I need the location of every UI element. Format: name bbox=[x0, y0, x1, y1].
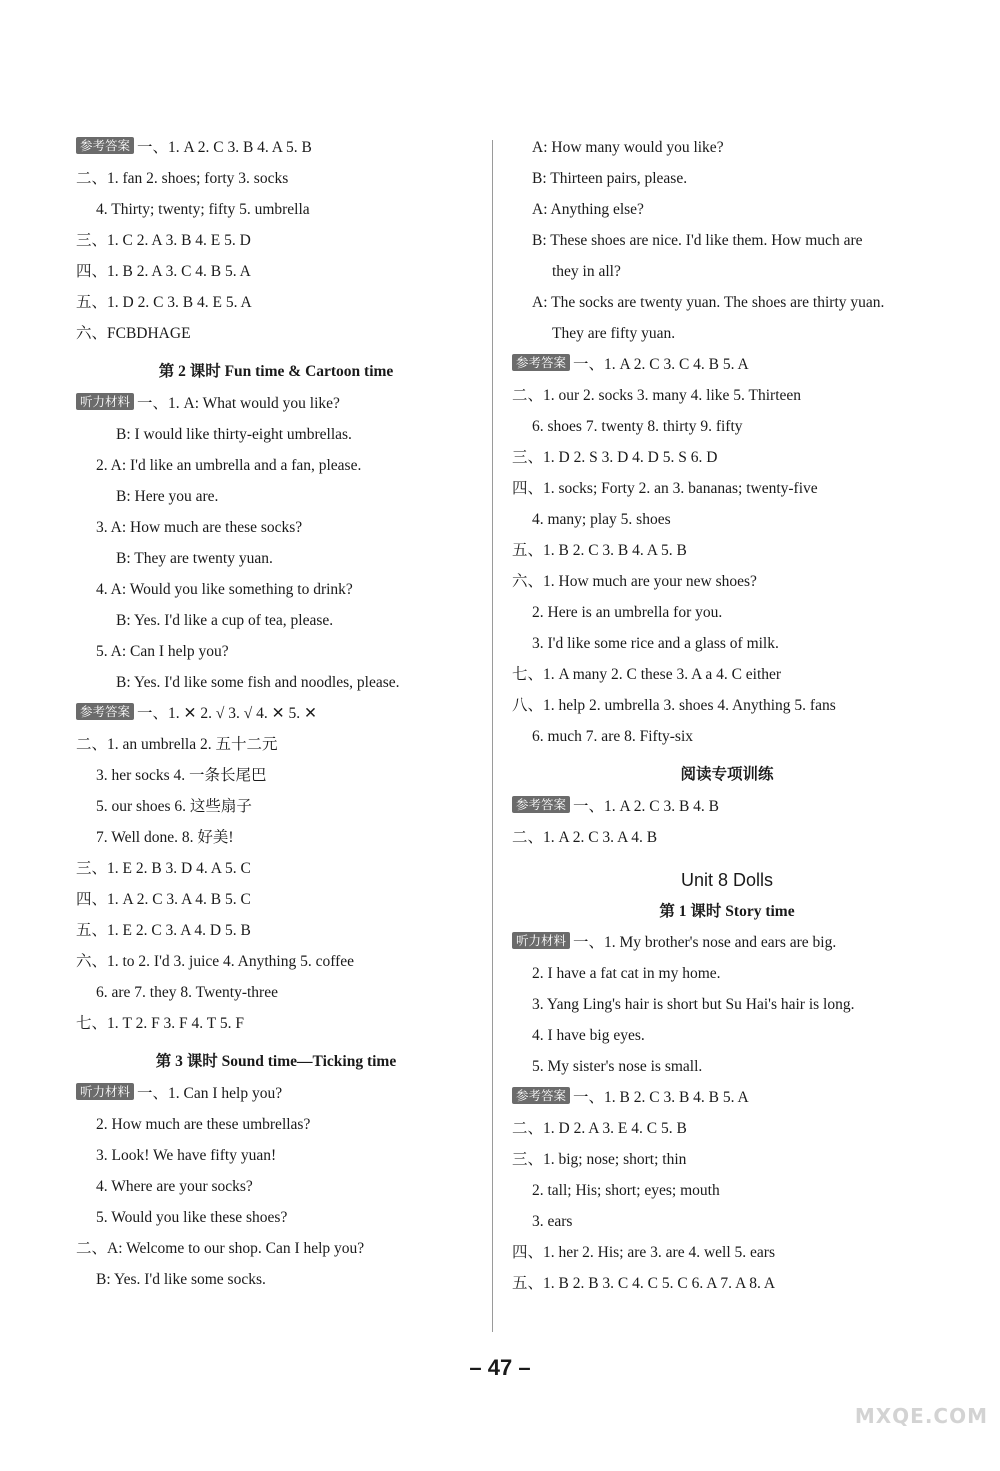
answer-line: 6. much 7. are 8. Fifty-six bbox=[532, 728, 694, 745]
answer-line: 二、1. D 2. A 3. E 4. C 5. B bbox=[512, 1120, 687, 1137]
listening-line: 5. Would you like these shoes? bbox=[96, 1209, 288, 1226]
listening-line: B: Yes. I'd like some fish and noodles, please. bbox=[116, 674, 400, 691]
listening-line: 4. A: Would you like something to drink? bbox=[96, 581, 353, 598]
left-column bbox=[76, 132, 476, 1295]
answer-line: 四、1. her 2. His; are 3. are 4. well 5. ears bbox=[512, 1244, 775, 1261]
answer-line: 三、1. big; nose; short; thin bbox=[512, 1151, 687, 1168]
unit-title: Unit 8 Dolls bbox=[680, 870, 774, 890]
answer-line: 六、FCBDHAGE bbox=[76, 325, 191, 342]
answer-key-tag: 参考答案 bbox=[76, 137, 134, 154]
listening-line: 听力材料 一、1. Can I help you? bbox=[76, 1078, 476, 1109]
answer-line: 六、1. to 2. I'd 3. juice 4. Anything 5. coffee bbox=[76, 953, 355, 970]
answer-line: 二、1. an umbrella 2. 五十二元 bbox=[76, 736, 278, 753]
listening-line: 5. A: Can I help you? bbox=[96, 643, 229, 660]
listening-line: B: I would like thirty-eight umbrellas. bbox=[116, 426, 352, 443]
dialogue-line: A: Anything else? bbox=[532, 201, 644, 218]
answer-line: 2. tall; His; short; eyes; mouth bbox=[532, 1182, 720, 1199]
answer-line: 五、1. E 2. C 3. A 4. D 5. B bbox=[76, 922, 251, 939]
answer-line: 六、1. How much are your new shoes? bbox=[512, 573, 757, 590]
answer-key-tag: 参考答案 bbox=[512, 354, 570, 371]
listening-line: 听力材料 一、1. A: What would you like? bbox=[76, 388, 476, 419]
answer-line: 二、1. fan 2. shoes; forty 3. socks bbox=[76, 170, 289, 187]
answer-line: 5. our shoes 6. 这些扇子 bbox=[96, 798, 252, 815]
answer-line: 八、1. help 2. umbrella 3. shoes 4. Anything 5. fans bbox=[512, 697, 836, 714]
listening-line: 4. Where are your socks? bbox=[96, 1178, 253, 1195]
listening-line: 2. A: I'd like an umbrella and a fan, please. bbox=[96, 457, 362, 474]
lesson-heading: 第 3 课时 Sound time—Ticking time bbox=[155, 1053, 397, 1070]
dialogue-line: B: These shoes are nice. I'd like them. How much are bbox=[532, 232, 863, 249]
answer-line: 五、1. B 2. B 3. C 4. C 5. C 6. A 7. A 8. A bbox=[512, 1275, 776, 1292]
answer-line: 三、1. E 2. B 3. D 4. A 5. C bbox=[76, 860, 251, 877]
lesson-heading: 第 1 课时 Story time bbox=[659, 903, 795, 920]
answer-line: 6. are 7. they 8. Twenty-three bbox=[96, 984, 278, 1001]
page-number: – 47 – bbox=[469, 1355, 531, 1380]
answer-line: 七、1. T 2. F 3. F 4. T 5. F bbox=[76, 1015, 244, 1032]
listening-line: B: Here you are. bbox=[116, 488, 219, 505]
listening-line: B: They are twenty yuan. bbox=[116, 550, 273, 567]
answer-line: 2. Here is an umbrella for you. bbox=[532, 604, 723, 621]
listening-line: 5. My sister's nose is small. bbox=[532, 1058, 703, 1075]
answer-line: 3. ears bbox=[532, 1213, 573, 1230]
answer-key-tag: 参考答案 bbox=[76, 703, 134, 720]
answer-line: 四、1. socks; Forty 2. an 3. bananas; twenty-five bbox=[512, 480, 818, 497]
answer-line: 参考答案 一、1. B 2. C 3. B 4. B 5. A bbox=[512, 1082, 942, 1113]
answer-line: 三、1. C 2. A 3. B 4. E 5. D bbox=[76, 232, 251, 249]
column-divider bbox=[492, 140, 493, 1332]
listening-line: 4. I have big eyes. bbox=[532, 1027, 645, 1044]
dialogue-line: A: How many would you like? bbox=[532, 139, 724, 156]
listening-line: 3. Look! We have fifty yuan! bbox=[96, 1147, 277, 1164]
listening-line: B: Yes. I'd like some socks. bbox=[96, 1271, 266, 1288]
dialogue-line: they in all? bbox=[552, 263, 621, 280]
answer-line: 二、1. our 2. socks 3. many 4. like 5. Thirteen bbox=[512, 387, 802, 404]
answer-line: 五、1. D 2. C 3. B 4. E 5. A bbox=[76, 294, 252, 311]
right-column bbox=[512, 132, 942, 1299]
section-heading: 阅读专项训练 bbox=[680, 766, 774, 783]
answer-line: 6. shoes 7. twenty 8. thirty 9. fifty bbox=[532, 418, 743, 435]
listening-line: 3. Yang Ling's hair is short but Su Hai's hair is long. bbox=[532, 996, 855, 1013]
answer-line: 7. Well done. 8. 好美! bbox=[96, 829, 234, 846]
site-watermark: MXQE.COM bbox=[854, 1404, 988, 1428]
listening-line: 3. A: How much are these socks? bbox=[96, 519, 303, 536]
dialogue-line: They are fifty yuan. bbox=[552, 325, 676, 342]
listening-material-tag: 听力材料 bbox=[76, 393, 134, 410]
listening-line: 2. I have a fat cat in my home. bbox=[532, 965, 721, 982]
listening-line: B: Yes. I'd like a cup of tea, please. bbox=[116, 612, 334, 629]
answer-line: 参考答案 一、1. A 2. C 3. B 4. B bbox=[512, 791, 942, 822]
listening-line: 听力材料 一、1. My brother's nose and ears are big. bbox=[512, 927, 942, 958]
answer-key-tag: 参考答案 bbox=[512, 1087, 570, 1104]
listening-material-tag: 听力材料 bbox=[76, 1083, 134, 1100]
answer-line: 参考答案 一、1. A 2. C 3. C 4. B 5. A bbox=[512, 349, 942, 380]
listening-material-tag: 听力材料 bbox=[512, 932, 570, 949]
answer-line: 三、1. D 2. S 3. D 4. D 5. S 6. D bbox=[512, 449, 718, 466]
answer-line: 参考答案 一、1. A 2. C 3. B 4. A 5. B bbox=[76, 132, 476, 163]
answer-key-tag: 参考答案 bbox=[512, 796, 570, 813]
answer-line: 4. Thirty; twenty; fifty 5. umbrella bbox=[96, 201, 310, 218]
answer-line: 五、1. B 2. C 3. B 4. A 5. B bbox=[512, 542, 687, 559]
listening-line: 二、A: Welcome to our shop. Can I help you? bbox=[76, 1240, 365, 1257]
dialogue-line: A: The socks are twenty yuan. The shoes are thirty yuan. bbox=[532, 294, 885, 311]
listening-line: 2. How much are these umbrellas? bbox=[96, 1116, 311, 1133]
dialogue-line: B: Thirteen pairs, please. bbox=[532, 170, 688, 187]
answer-line: 四、1. B 2. A 3. C 4. B 5. A bbox=[76, 263, 251, 280]
answer-line: 参考答案 一、1. ✕ 2. √ 3. √ 4. ✕ 5. ✕ bbox=[76, 698, 476, 729]
answer-line: 3. her socks 4. 一条长尾巴 bbox=[96, 767, 267, 784]
lesson-heading: 第 2 课时 Fun time & Cartoon time bbox=[158, 363, 394, 380]
answer-line: 3. I'd like some rice and a glass of milk. bbox=[532, 635, 779, 652]
answer-line: 二、1. A 2. C 3. A 4. B bbox=[512, 829, 658, 846]
answer-line: 七、1. A many 2. C these 3. A a 4. C either bbox=[512, 666, 782, 683]
answer-line: 4. many; play 5. shoes bbox=[532, 511, 671, 528]
answer-line: 四、1. A 2. C 3. A 4. B 5. C bbox=[76, 891, 251, 908]
